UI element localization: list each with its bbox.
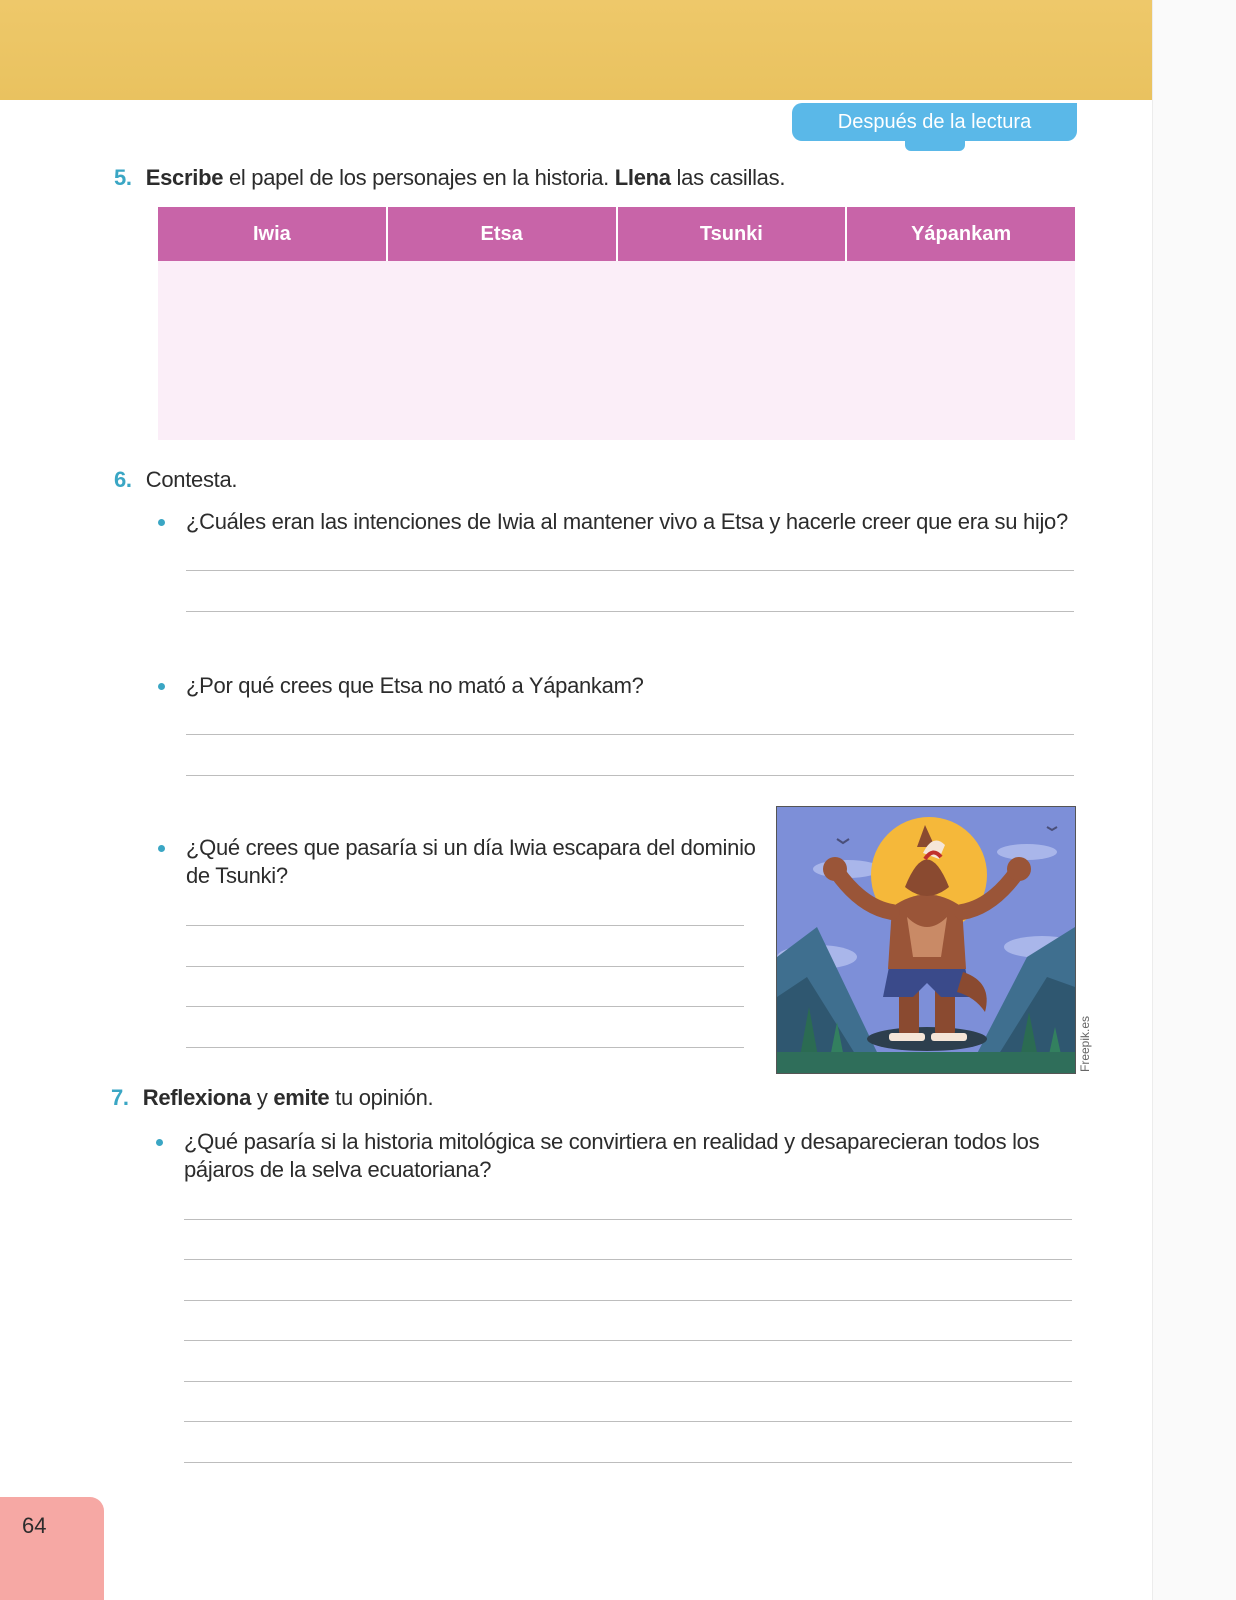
question-text: ¿Cuáles eran las intenciones de Iwia al mantener vivo a Etsa y hacerle creer que era su hijo?: [186, 509, 1068, 534]
question-5: [114, 164, 785, 192]
question-text: el papel de los personajes en la historia.: [223, 165, 615, 190]
question-text: tu opinión.: [329, 1085, 434, 1110]
answer-line[interactable]: [186, 734, 1074, 735]
characters-table: [158, 207, 1075, 440]
question-text-line: de Tsunki?: [186, 863, 288, 888]
header-band: [0, 0, 1152, 100]
answer-line[interactable]: [186, 925, 744, 926]
list-item: [184, 1128, 1084, 1184]
answer-line[interactable]: [186, 1047, 744, 1048]
answer-line[interactable]: [184, 1300, 1072, 1301]
question-text-line: ¿Qué pasaría si la historia mitológica se convirtiera en realidad y desaparecieran todos los: [184, 1129, 1040, 1154]
verb-bold: Llena: [614, 165, 671, 190]
page-number: 64: [22, 1513, 47, 1538]
question-text: ¿Por qué crees que Etsa no mató a Yápankam?: [186, 673, 644, 698]
question-number: 6.: [114, 467, 132, 492]
bullet-icon: [158, 519, 165, 526]
answer-line[interactable]: [184, 1421, 1072, 1422]
list-item: [186, 834, 756, 890]
table-header-cell: Iwia: [252, 223, 291, 245]
question-text: las casillas.: [670, 165, 786, 190]
list-item: [186, 672, 644, 700]
werewolf-illustration: [776, 806, 1076, 1074]
answer-line[interactable]: [186, 1006, 744, 1007]
verb-bold: Reflexiona: [142, 1085, 252, 1110]
list-item: [186, 508, 1068, 536]
answer-line[interactable]: [186, 775, 1074, 776]
page-edge: [1152, 0, 1236, 1600]
answer-line[interactable]: [184, 1259, 1072, 1260]
question-number: 7.: [111, 1085, 129, 1110]
verb-bold: emite: [273, 1085, 330, 1110]
table-header-row: [158, 207, 1075, 261]
section-tab: Después de la lectura: [792, 103, 1077, 141]
answer-line[interactable]: [186, 966, 744, 967]
question-number: 5.: [114, 165, 132, 190]
bullet-icon: [158, 683, 165, 690]
image-credit: Freepik.es: [1078, 1015, 1092, 1072]
table-header-cell: Yápankam: [845, 207, 1075, 261]
verb-bold: Escribe: [145, 165, 224, 190]
page-number-tab: [0, 1497, 104, 1600]
question-7: [111, 1084, 433, 1112]
table-header-cell: Etsa: [386, 207, 616, 261]
answer-line[interactable]: [184, 1340, 1072, 1341]
answer-line[interactable]: [186, 611, 1074, 612]
table-header-cell: Tsunki: [616, 207, 846, 261]
bullet-icon: [158, 845, 165, 852]
question-6: [114, 466, 237, 494]
bullet-icon: [156, 1139, 163, 1146]
answer-line[interactable]: [184, 1381, 1072, 1382]
question-text: y: [251, 1085, 274, 1110]
question-text: Contesta.: [145, 467, 238, 492]
answer-line[interactable]: [184, 1219, 1072, 1220]
answer-line[interactable]: [184, 1462, 1072, 1463]
question-text-line: pájaros de la selva ecuatoriana?: [184, 1157, 492, 1182]
table-answer-area[interactable]: [158, 261, 1075, 440]
answer-line[interactable]: [186, 570, 1074, 571]
question-text-line: ¿Qué crees que pasaría si un día Iwia escapara del dominio: [186, 835, 756, 860]
